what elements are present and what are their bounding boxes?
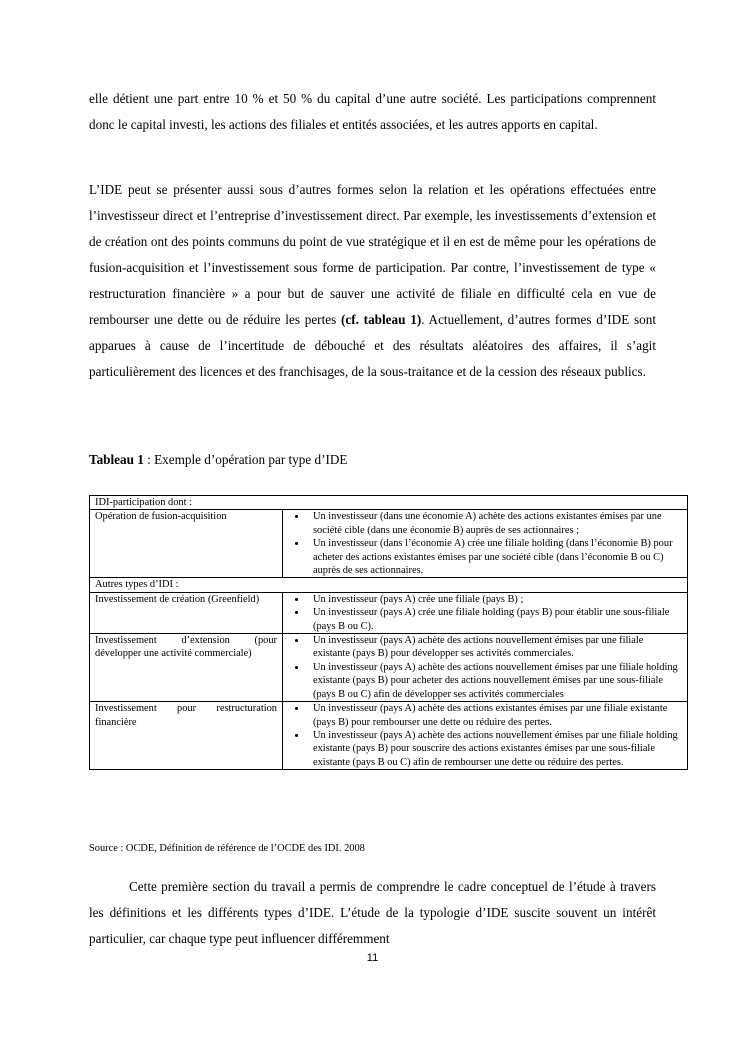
list-item: • Un investisseur (pays A) achète des actions nouvellement émises par une filiale holding existante (pays B) pour souscrire des actions existantes émises par une sous-filiale existante (pays B ou C) afin de rembourser une dette ou réduire des pertes. xyxy=(307,729,682,769)
row-content xyxy=(283,702,688,770)
row-label-fusion-acquisition: Opération de fusion-acquisition xyxy=(90,510,283,578)
table-section-row xyxy=(90,496,688,510)
section-other-types: Autres types d’IDI : xyxy=(90,578,688,592)
section-participation: IDI-participation dont : xyxy=(90,496,688,510)
list-item: • Un investisseur (pays A) achète des actions nouvellement émises par une filiale existante (pays B) pour développer ses activités commerciales. xyxy=(307,634,682,661)
table-source: Source : OCDE, Définition de référence de l’OCDE des IDI. 2008 xyxy=(89,843,365,854)
row-content xyxy=(283,634,688,702)
table-reference: (cf. tableau 1) xyxy=(340,312,422,327)
row-content xyxy=(283,510,688,578)
list-item: • Un investisseur (dans l’économie A) crée une filiale holding (dans l’économie B) pour acheter des actions existantes émises par une société cible (dans l’économie B ou C) auprès de ses actionnaires. xyxy=(307,537,682,577)
paragraph-2 xyxy=(89,177,656,385)
paragraph-2-text-b: . Actuellement, d’autres formes d’IDE sont apparues à cause de l’incertitude de débouché et des résultats aléatoires des affaires, il s’agit particulièrement des licences et des franchisages, de la sous-traitance et de la cession des réseaux publics. xyxy=(89,312,656,379)
list-item: • Un investisseur (pays A) achète des actions nouvellement émises par une filiale holding existante (pays B) pour acheter des actions nouvellement émises par une sous-filiale (pays B ou C) afin de développer ses activités commerciales xyxy=(307,661,682,701)
paragraph-2-text-a: L’IDE peut se présenter aussi sous d’autres formes selon la relation et les opérations effectuées entre l’investisseur direct et l’entreprise d’investissement direct. Par exemple, les investissements d’extension et de création ont des points communs du point de vue stratégique et il en est de même pour les opérations de fusion-acquisition et l’investissement sous forme de participation. Par contre, l’investissement de type « restructuration financière » a pour but de sauver une activité de filiale en difficulté cela en vue de rembourser une dette ou de réduire les pertes xyxy=(89,182,656,327)
page-number: 11 xyxy=(366,952,379,964)
table-row xyxy=(90,634,688,702)
paragraph-3: Cette première section du travail a permis de comprendre le cadre conceptuel de l’étude à travers les définitions et les différents types d’IDE. L’étude de la typologie d’IDE suscite souvent un intérêt particulier, car chaque type peut influencer différemment xyxy=(89,879,656,946)
row-content xyxy=(283,592,688,633)
row-label-restructuring: Investissement pour restructuration financière xyxy=(90,702,283,770)
table-row xyxy=(90,592,688,633)
bullet-list xyxy=(288,593,682,633)
list-item: • Un investisseur (pays A) achète des actions existantes émises par une filiale existante (pays B) pour rembourser une dette ou réduire des pertes. xyxy=(307,702,682,729)
table-caption-text: : Exemple d’opération par type d’IDE xyxy=(143,452,348,467)
table-caption xyxy=(89,452,347,468)
table-section-row xyxy=(90,578,688,592)
table-caption-label: Tableau 1 xyxy=(89,452,144,467)
paragraph-1: elle détient une part entre 10 % et 50 % du capital d’une autre société. Les participations comprennent donc le capital investi, les actions des filiales et entités associées, et les autres apports en capital. xyxy=(89,91,656,132)
table-row xyxy=(90,702,688,770)
row-label-creation: Investissement de création (Greenfield) xyxy=(90,592,283,633)
list-item: • Un investisseur (dans une économie A) achète des actions existantes émises par une société cible (dans une économie B) auprès de ses actionnaires ; xyxy=(307,510,682,537)
table-row xyxy=(90,510,688,578)
list-item: • Un investisseur (pays A) crée une filiale holding (pays B) pour établir une sous-filiale (pays B ou C). xyxy=(307,606,682,633)
ide-types-table xyxy=(89,495,688,770)
list-item: • Un investisseur (pays A) crée une filiale (pays B) ; xyxy=(307,593,682,606)
bullet-list xyxy=(288,702,682,769)
bullet-list xyxy=(288,510,682,577)
bullet-list xyxy=(288,634,682,701)
row-label-extension: Investissement d’extension (pour développer une activité commerciale) xyxy=(90,634,283,702)
